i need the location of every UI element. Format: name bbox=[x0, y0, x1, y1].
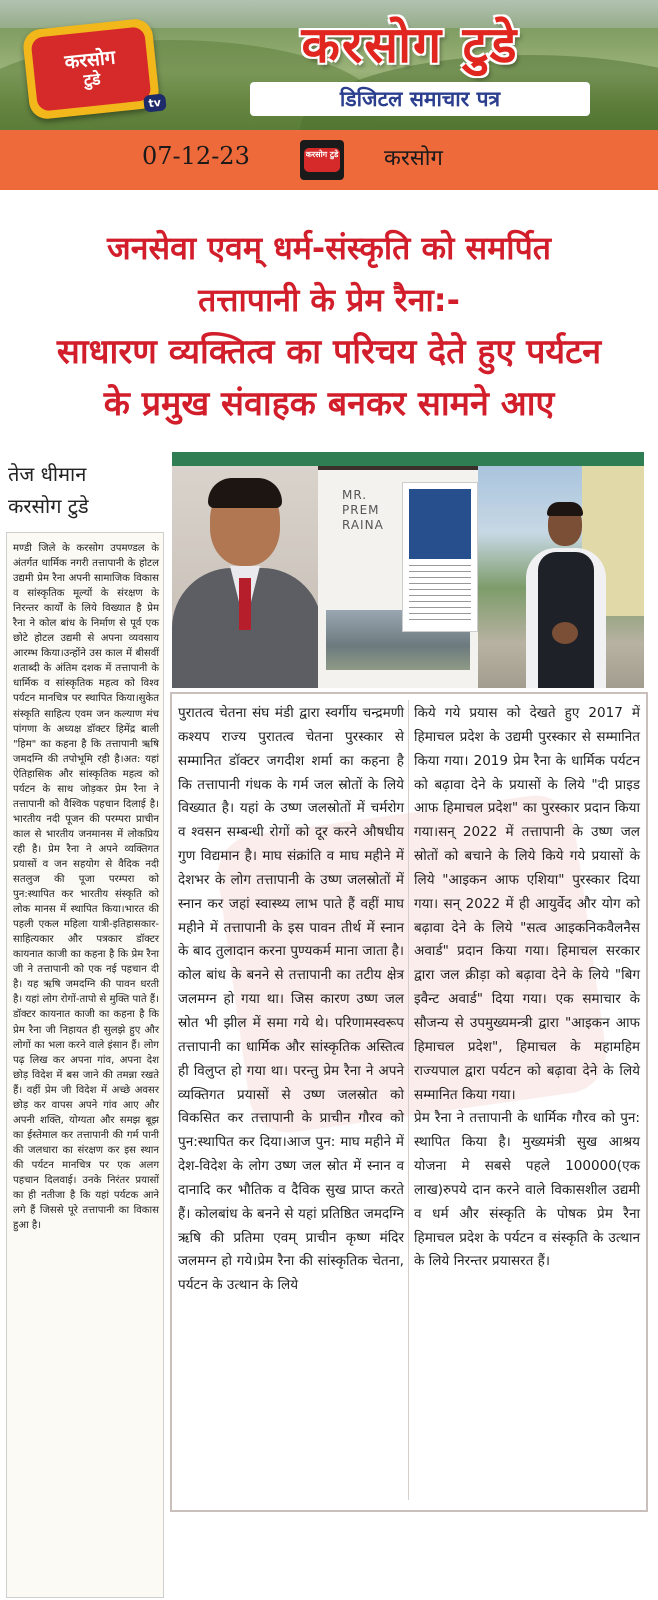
main-column-1-text: पुरातत्व चेतना संघ मंडी द्वारा स्वर्गीय चन्द्रमणी कश्यप राज्य पुरातत्व चेतना पुरस्कार से सम्मानित डॉक्टर जगदीश शर्मा का कहना है कि तत्तापानी गंधक के गर्म जल स्रोतों के लिये विख्यात है। यहां के उष्ण जलस्रोतों में चर्मरोग व श्वसन सम्बन्धी रोगों को दूर करने औषधीय गुण विद्यमान है। माघ संक्रांति व माघ महीने में देशभर के लोग तत्तापानी के उष्ण जलस्रोतों में स्नान कर जहां स्वास्थ्य लाभ पाते हैं वहीं माघ महीने में तत्तापानी के इस पावन तीर्थ में स्नान के बाद तुलादान करना पुण्यकर्म माना जाता है। कोल बांध के बनने से तत्तापानी का तटीय क्षेत्र जलमग्न हो गया था। जिस कारण उष्ण जल स्रोत भी झील में समा गये थे। परिणामस्वरूप तत्तापानी का धार्मिक और सांस्कृतिक अस्तित्व ही विलुप्त हो गया था। परन्तु प्रेम रैना ने अपने व्यक्तिगत प्रयासों से उष्ण जलस्रोत को विकसित कर तत्तापानी के प्राचीन गौरव को पुन:स्थापित कर दिया।आज पुन: माघ महीने में देश-विदेश के लोग उष्ण जल स्रोत में स्नान व दानादि कर भौतिक व दैविक सुख प्राप्त करते हैं। कोलबांध के बनने से यहां प्रतिष्ठित जमदग्नि ऋषि की प्रतिमा एवम् प्राचीन कृष्ण मंदिर जलमग्न हो गये।प्रेम रैना की सांस्कृतिक चेतना, पर्यटन के उत्थान के लिये bbox=[178, 705, 404, 1294]
headline-line-4: के प्रमुख संवाहक बनकर सामने आए bbox=[103, 384, 555, 424]
logo-tv-tag: tv bbox=[143, 93, 167, 112]
article-main-body bbox=[170, 692, 648, 1512]
mini-logo-text: करसोग टुडे bbox=[304, 148, 340, 172]
magazine-text-lines bbox=[409, 565, 471, 625]
magazine-facing-page bbox=[402, 482, 478, 632]
magazine-blue-box bbox=[409, 489, 471, 559]
date-bar bbox=[0, 130, 658, 190]
outdoor-person-hair bbox=[547, 502, 583, 516]
outdoor-person-vest bbox=[538, 552, 594, 688]
portrait-hair bbox=[208, 478, 282, 508]
byline-outlet: करसोग टुडे bbox=[8, 494, 89, 518]
byline-author: तेज धीमान bbox=[8, 462, 87, 486]
masthead-banner bbox=[0, 0, 658, 130]
article-headline bbox=[10, 222, 648, 430]
dateline-place: करसोग bbox=[384, 146, 443, 171]
tv-logo-screen bbox=[30, 26, 151, 112]
article-photo bbox=[172, 452, 644, 688]
outdoor-person-hands bbox=[552, 622, 578, 644]
magazine-title-line-2: PREM bbox=[342, 503, 380, 517]
headline-line-3: साधारण व्यक्तित्व का परिचय देते हुए पर्यटन bbox=[56, 332, 602, 372]
main-column-2-para-1: किये गये प्रयास को देखते हुए 2017 में हिमाचल प्रदेश के उद्यमी पुरस्कार से सम्मानित किया गया। 2019 प्रेम रैना के धार्मिक पर्यटन को बढ़ावा देने के प्रयासों के लिये "दी प्राइड आफ हिमाचल प्रदेश" का पुरस्कार प्रदान किया गया।सन् 2022 में तत्तापानी के उष्ण जल स्रोतों को बचाने के लिये किये गये प्रयासों के लिये "आइकन आफ एशिया" पुरस्कार दिया गया। सन् 2022 में ही आयुर्वेद और योग को बढ़ावा देने के लिये "सत्व आइकनिकवैलनैस अवार्ड" प्रदान किया गया। हिमाचल सरकार द्वारा जल क्रीड़ा को बढ़ावा देने के लिये "बिग इवैन्ट अवार्ड" दिया गया। एक समाचार के सौजन्य से उपमुख्यमन्त्री द्वारा "आइकन आफ हिमाचल प्रदेश", हिमाचल के महामहिम राज्यपाल द्वारा पर्यटन को बढ़ावा देने के लिये सम्मानित किया गया। bbox=[414, 705, 640, 1103]
headline-line-1: जनसेवा एवम् धर्म-संस्कृति को समर्पित bbox=[106, 229, 552, 267]
main-column-1 bbox=[178, 702, 404, 1298]
magazine-title-line-3: RAINA bbox=[342, 518, 384, 532]
portrait-tie bbox=[239, 578, 251, 630]
column-divider bbox=[408, 700, 409, 1500]
left-column-text: मण्डी जिले के करसोग उपमण्डल के अंतर्गत धार्मिक नगरी तत्तापानी के होटल उद्यमी प्रेम रैना अपनी सामाजिक विकास व सांस्कृतिक मूल्यों के संरक्षण के निरन्तर कार्यों के लिये विख्यात है प्रेम रैना ने कोल बांध के निर्माण से पूर्व एक छोटे होटल उद्यमी से अपना व्यवसाय आरम्भ किया।उन्होंने उस काल में बीसवीं शताब्दी के अंतिम दशक में तत्तापानी के धार्मिक व सांस्कृतिक महत्व को विश्व पर्यटन मानचित्र पर स्थापित किया।सुकेत संस्कृति साहित्य एवम जन कल्याण मंच पांगणा के अध्यक्ष डॉक्टर हिमेंद्र बाली "हिम" का कहना है कि तत्तापानी ऋषि जमदग्नि की तपोभूमि रही है।अत: यहां ऐतिहासिक और सांस्कृतिक महत्व को पर्यटन के साथ जोड़कर प्रेम रैना ने तत्तापानी को वैश्विक पहचान दिलाई है। भारतीय नदी पूजन की परम्परा प्राचीन काल से भारतीय जनमानस में लोकप्रिय रही है। प्रेम रैना ने अपने व्यक्तिगत प्रयासों व जन सहयोग से वैदिक नदी सतलुज की पूजा परम्परा को पुन:स्थापित कर भारतीय संस्कृति को लोक मानस में स्थापित किया।भारत की पहली एकल महिला यात्री-इतिहासकार-साहित्यकार और पत्रकार डॉक्टर कायनात काजी का कहना है कि प्रेम रैना जी ने तत्तापानी को एक नई पहचान दी है। यह ऋषि जमदग्नि की पावन धरती है। यहां लोग रोगों-तापो से मुक्ति पाते हैं। डॉक्टर कायनात काजी का कहना है कि प्रेम रैना जी निहायत ही सुलझे हुए और लोगों का भला करने वाले इंसान हैं। लोग पढ़ लिख कर अपना गांव, अपना देश छोड़ विदेश में बस जाने की तमन्ना रखते हैं। वहीं प्रेम जी विदेश में अच्छे अवसर छोड़ कर वापस अपने गांव आए और अपनी शक्ति, योग्यता और समझ बूझ का ईस्तेमाल कर तत्तापानी की गर्म पानी की जलधारा का संरक्षण कर इस स्थान की पर्यटन मानचित्र पर एक अलग पहचान दिलवाई। उनके निरंतर प्रयासों का ही नतीजा है कि यहां पर्यटक आने लगे हैं जिससे पूरे तत्तापानी का विकास हुआ है। bbox=[13, 543, 159, 1232]
mini-logo-icon bbox=[300, 140, 344, 180]
main-column-2-para-2: प्रेम रैना ने तत्तापानी के धार्मिक गौरव को पुन: स्थापित किया है। मुख्यमंत्री सुख आश्रय योजना मे सबसे पहले 100000(एक लाख)रुपये दान करने वाले विकासशील उद्यमी व धर्म और संस्कृति के पोषक प्रेम रैना हिमाचल प्रदेश के पर्यटन व संस्कृति के उत्थान के लिये निरन्तर प्रयासरत हैं। bbox=[414, 1110, 640, 1270]
article-left-column bbox=[6, 532, 164, 1598]
photo-top-strip bbox=[172, 452, 644, 466]
tv-logo bbox=[22, 17, 161, 120]
newspaper-title: करसोग टुडे bbox=[301, 16, 519, 74]
headline-line-2: तत्तापानी के प्रेम रैना:- bbox=[198, 281, 460, 319]
magazine-title-line-1: MR. bbox=[342, 488, 368, 502]
article-byline bbox=[8, 458, 158, 522]
issue-date: 07-12-23 bbox=[142, 142, 250, 170]
main-column-2 bbox=[414, 702, 640, 1274]
newspaper-subtitle: डिजिटल समाचार पत्र bbox=[250, 82, 590, 116]
magazine-title bbox=[342, 488, 384, 533]
logo-line-2: टुडे bbox=[82, 69, 102, 90]
logo-line-1: करसोग bbox=[63, 46, 117, 74]
